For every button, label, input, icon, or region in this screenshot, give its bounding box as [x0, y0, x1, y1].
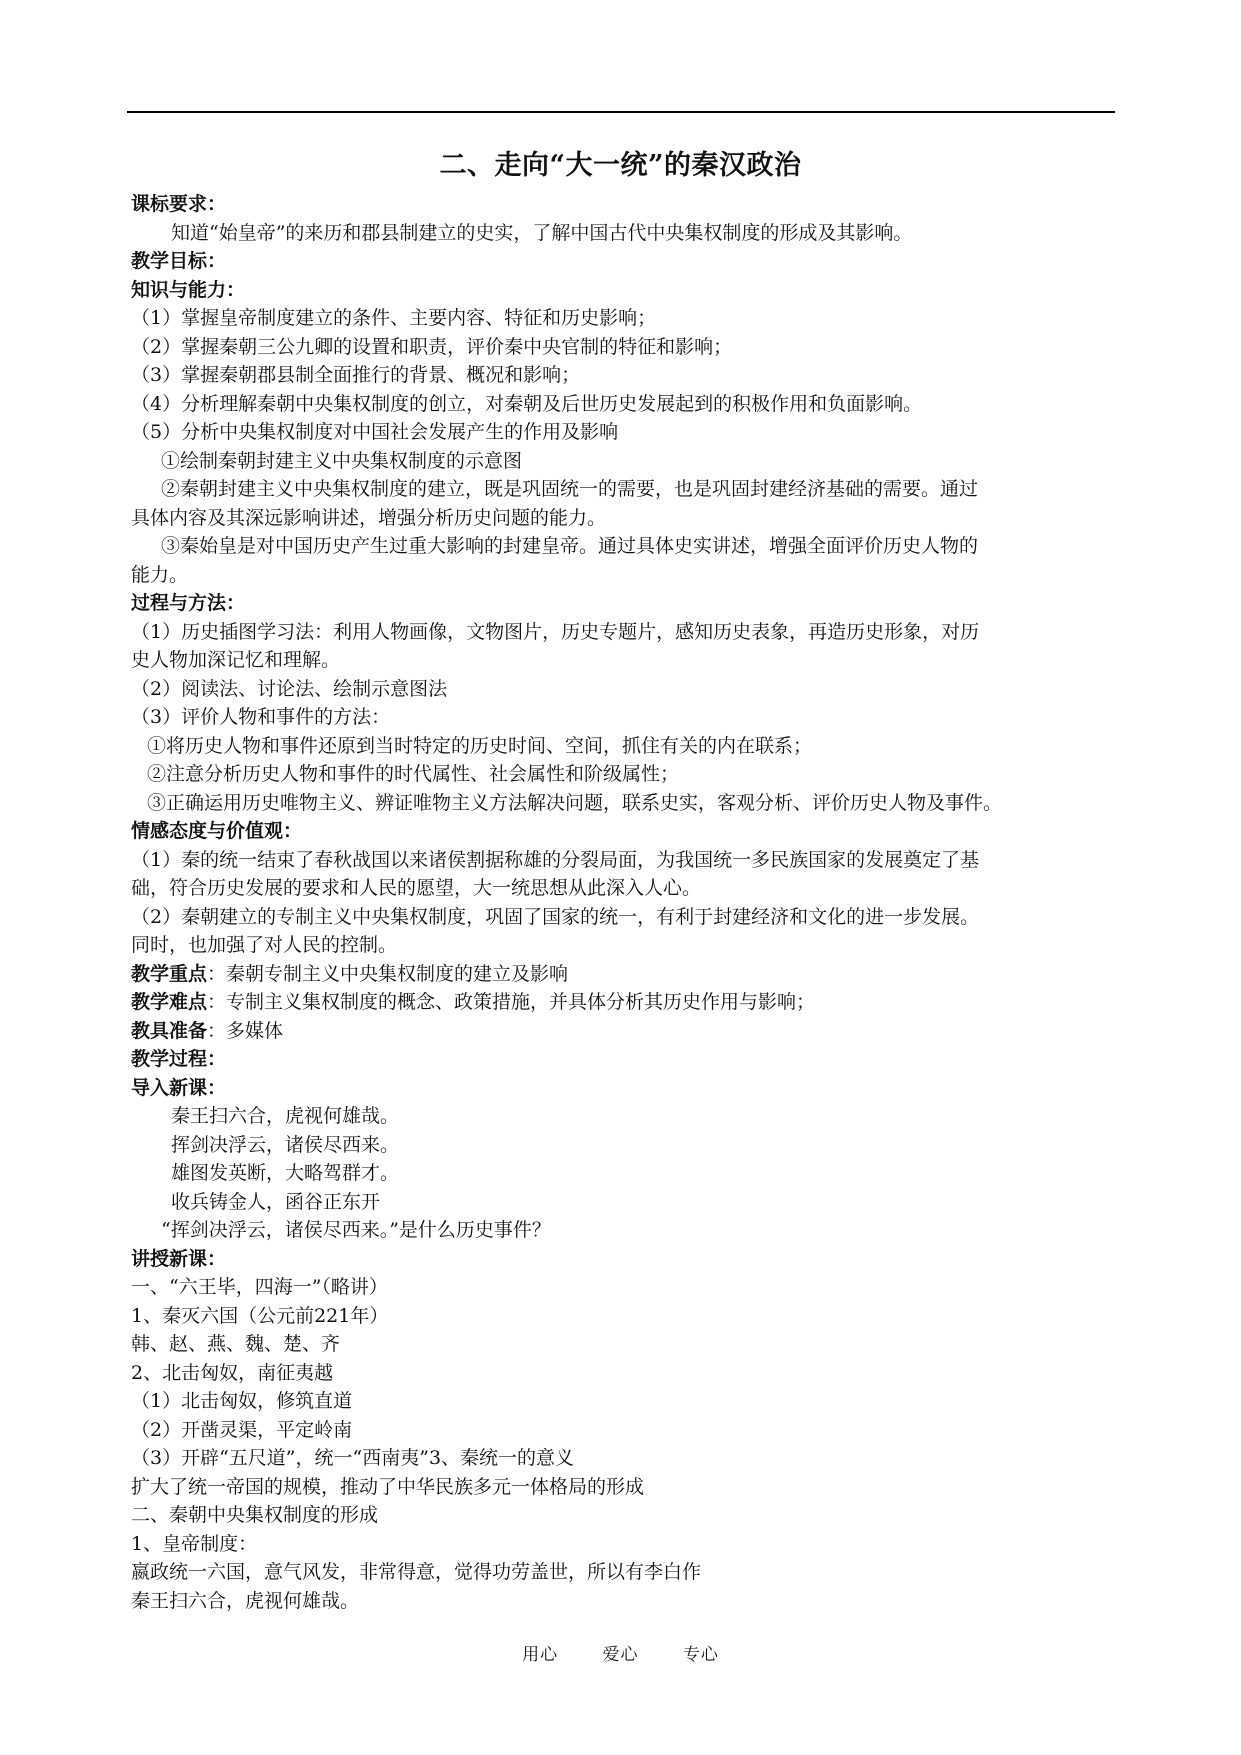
document-body: [131, 190, 1121, 1615]
values-item-cont: 同时，也加强了对人民的控制。: [131, 934, 398, 956]
lecture-line: （1）北击匈奴，修筑直道: [131, 1390, 353, 1412]
process-item: （2）阅读法、讨论法、绘制示意图法: [131, 677, 448, 700]
difficulty: [131, 988, 1121, 1017]
lecture-line: 韩、赵、燕、魏、楚、齐: [131, 1333, 341, 1355]
lecture-line: 1、秦灭六国（公元前221年）: [131, 1304, 389, 1327]
intro-question: “挥剑决浮云，诸侯尽西来。”是什么历史事件？: [161, 1219, 551, 1241]
lecture-heading: 讲授新课：: [131, 1247, 227, 1270]
lecture-line: 二、秦朝中央集权制度的形成: [131, 1504, 379, 1526]
goals-heading: 教学目标：: [131, 250, 227, 272]
kebiao-text: 知道“始皇帝”的来历和郡县制建立的史实，了解中国古代中央集权制度的形成及其影响。: [171, 221, 913, 244]
kebiao-heading: 课标要求：: [131, 193, 227, 215]
lecture-line: 1、皇帝制度：: [131, 1532, 258, 1555]
lecture-line: 嬴政统一六国，意气风发，非常得意，觉得功劳盖世，所以有李白作: [131, 1561, 702, 1583]
process2-heading: 教学过程：: [131, 1048, 227, 1070]
key-point-text: ：秦朝专制主义中央集权制度的建立及影响: [207, 962, 569, 985]
difficulty-text: ：专制主义集权制度的概念、政策措施，并具体分析其历史作用与影响；: [207, 991, 816, 1013]
process-item: （1）历史插图学习法：利用人物画像，文物图片，历史专题片，感知历史表象，再造历史形象，对历: [131, 620, 980, 643]
poem-line: 雄图发英断，大略驾群才。: [171, 1162, 400, 1184]
poem-line: 挥剑决浮云，诸侯尽西来。: [171, 1133, 400, 1156]
process-subitem: ①将历史人物和事件还原到当时特定的历史时间、空间，抓住有关的内在联系；: [147, 734, 813, 757]
difficulty-label: 教学难点: [131, 991, 208, 1013]
values-item-cont: 础，符合历史发展的要求和人民的愿望，大一统思想从此深入人心。: [131, 877, 702, 899]
lecture-line: 2、北击匈奴，南征夷越: [131, 1361, 334, 1384]
header-rule: [127, 111, 1115, 113]
key-point-label: 教学重点: [131, 962, 208, 985]
lecture-line: 一、“六王毕，四海一”（略讲）: [131, 1276, 388, 1298]
tools-text: ：多媒体: [207, 1019, 284, 1042]
lecture-line: （2）开凿灵渠，平定岭南: [131, 1418, 353, 1441]
lecture-line: （3）开辟“五尺道”，统一“西南夷”3、秦统一的意义: [131, 1447, 575, 1469]
intro-heading: 导入新课：: [131, 1076, 227, 1099]
knowledge-subitem-cont: 具体内容及其深远影响讲述，增强分析历史问题的能力。: [131, 506, 607, 529]
knowledge-subitem: ③秦始皇是对中国历史产生过重大影响的封建皇帝。通过具体史实讲述，增强全面评价历史人物的: [161, 535, 979, 557]
knowledge-subitem: ①绘制秦朝封建主义中央集权制度的示意图: [161, 449, 523, 472]
lecture-line: 秦王扫六合，虎视何雄哉。: [131, 1589, 360, 1612]
knowledge-heading: 知识与能力：: [131, 278, 246, 301]
poem-line: 收兵铸金人，函谷正东开: [171, 1190, 381, 1213]
knowledge-subitem-cont: 能力。: [131, 563, 189, 586]
knowledge-item: （5）分析中央集权制度对中国社会发展产生的作用及影响: [131, 421, 619, 443]
lecture-line: 扩大了统一帝国的规模，推动了中华民族多元一体格局的形成: [131, 1475, 645, 1498]
tools-label: 教具准备: [131, 1019, 208, 1042]
knowledge-item: （1）掌握皇帝制度建立的条件、主要内容、特征和历史影响；: [131, 307, 657, 329]
process-subitem: ③正确运用历史唯物主义、辨证唯物主义方法解决问题，联系史实，客观分析、评价历史人物及事件。: [147, 791, 1003, 814]
values-item: （1）秦的统一结束了春秋战国以来诸侯割据称雄的分裂局面，为我国统一多民族国家的发展奠定了基: [131, 848, 980, 871]
poem-line: 秦王扫六合，虎视何雄哉。: [171, 1105, 400, 1127]
tools: [131, 1017, 1121, 1046]
knowledge-item: （2）掌握秦朝三公九卿的设置和职责，评价秦中央官制的特征和影响；: [131, 335, 733, 358]
knowledge-item: （4）分析理解秦朝中央集权制度的创立，对秦朝及后世历史发展起到的积极作用和负面影响。: [131, 392, 923, 415]
key-point: [131, 960, 1121, 989]
knowledge-subitem: ②秦朝封建主义中央集权制度的建立，既是巩固统一的需要，也是巩固封建经济基础的需要。通过: [161, 478, 979, 500]
page-title: 二、走向“大一统”的秦汉政治: [439, 150, 802, 181]
values-heading: 情感态度与价值观：: [131, 820, 303, 842]
knowledge-item: （3）掌握秦朝郡县制全面推行的背景、概况和影响；: [131, 364, 581, 386]
page-footer: 用心 爱心 专心: [522, 1645, 719, 1665]
values-item: （2）秦朝建立的专制主义中央集权制度，巩固了国家的统一，有利于封建经济和文化的进一步发展。: [131, 905, 980, 928]
process-item-cont: 史人物加深记忆和理解。: [131, 649, 341, 671]
process-heading: 过程与方法：: [131, 592, 246, 614]
process-subitem: ②注意分析历史人物和事件的时代属性、社会属性和阶级属性；: [147, 763, 680, 785]
process-item: （3）评价人物和事件的方法：: [131, 706, 391, 728]
